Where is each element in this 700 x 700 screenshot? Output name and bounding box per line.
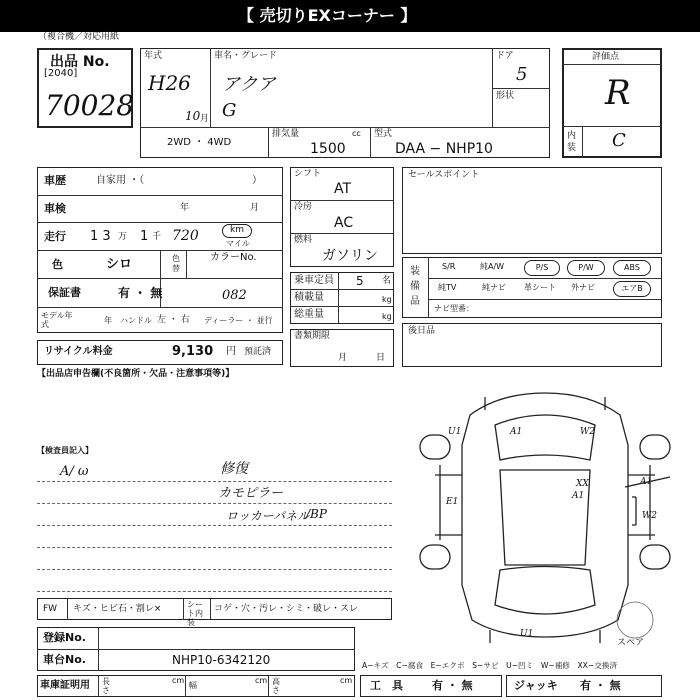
diagram-mark-8: E1: [446, 497, 459, 507]
recycle-status: 預託済: [244, 347, 272, 357]
model-label: 型式: [374, 129, 393, 139]
height-label: 高さ: [272, 677, 280, 695]
sales-point-label: セールスポイント: [408, 170, 480, 180]
ac-label: 冷房: [294, 202, 313, 212]
tools-label: 工 具: [370, 679, 403, 692]
unit-mile: マイル: [226, 239, 250, 248]
diagram-mark-6: A1: [640, 477, 653, 487]
equip-pw: P/W: [567, 260, 605, 276]
inspection-label: 車検: [44, 202, 66, 215]
diagram-mark-9: U1: [520, 629, 534, 639]
lot-code: [2040]: [44, 68, 78, 79]
equip-leather: 革シート: [524, 283, 556, 292]
inspector-note-2: 修復: [220, 461, 248, 477]
inspector-note-1: A/ ω: [60, 464, 89, 479]
sales-point-box: [402, 167, 662, 254]
year-label: 年式: [144, 51, 163, 61]
fw-label: FW: [43, 604, 58, 614]
car-label: 車名・グレード: [214, 51, 278, 61]
width-unit: cm: [255, 676, 268, 685]
length-unit: cm: [172, 676, 185, 685]
diagram-mark-2: A1: [510, 427, 523, 437]
fuel-value: ガソリン: [322, 248, 378, 264]
shift-label: シフト: [294, 169, 322, 179]
unit-km: km: [230, 225, 244, 235]
mileage-sen-unit: 千: [152, 232, 162, 242]
load-unit: kg: [382, 295, 392, 304]
handle-value: 左 ・ 右: [157, 315, 190, 325]
mileage-man: 1 3: [90, 229, 111, 244]
interior-label: 内装: [567, 131, 577, 153]
handle-label: ハンドル: [120, 316, 152, 325]
notes-title: 【出品店申告欄(不良箇所・欠品・注意事項等)】: [37, 369, 235, 379]
equip-navi: 純ナビ: [482, 283, 506, 292]
doors-value: 5: [516, 64, 528, 85]
after-date-label: 後日品: [408, 326, 436, 336]
rating-value: R: [605, 73, 631, 113]
equip-sr: S/R: [442, 262, 456, 271]
diagram-mark-5: A1: [572, 491, 585, 501]
lot-label: 出品 No.: [50, 54, 110, 70]
weight-unit: kg: [382, 312, 392, 321]
year-month-value: 10: [185, 109, 201, 123]
docs-label: 書類期限: [294, 331, 331, 341]
inspector-note-3: カモピラー: [218, 486, 284, 501]
banner-title: 【 売切りEXコーナー 】: [238, 6, 417, 25]
load-label: 積載量: [294, 292, 324, 303]
doors-label: ドア: [496, 51, 514, 61]
drive-options: 2WD ・ 4WD: [167, 137, 232, 148]
rating-label: 評価点: [592, 52, 620, 62]
ac-value: AC: [334, 215, 354, 231]
width-label: 幅: [189, 681, 197, 690]
jack-value: 有 ・ 無: [580, 679, 621, 692]
inspection-year: 年: [180, 203, 190, 213]
warranty-label: 保証書: [48, 286, 81, 299]
inspector-title: 【検査員記入】: [37, 446, 93, 455]
year-era-value: H26: [148, 71, 191, 95]
color-change-label: 色替: [172, 254, 180, 273]
form-label: （複合機／対応用紙: [38, 32, 120, 42]
diagram-mark-4: XX: [576, 479, 589, 489]
chassis-value: NHP10-6342120: [172, 653, 271, 667]
docs-day: 日: [376, 353, 386, 363]
spare-label: スペア: [617, 638, 645, 648]
equip-ps: P/S: [524, 260, 560, 276]
fw-items: キズ・ヒビ石・割レ×: [73, 604, 162, 614]
navi-model-label: ナビ型番：: [434, 304, 474, 313]
shape-label: 形状: [496, 91, 515, 101]
displacement-unit: cc: [352, 129, 361, 138]
reg-history-close: ）: [252, 175, 262, 186]
shift-value: AT: [334, 181, 352, 197]
interior-value: C: [612, 130, 626, 151]
top-banner: [0, 0, 700, 32]
seats-value: 5: [356, 274, 364, 288]
warranty-value: 有 ・ 無: [118, 286, 163, 300]
mileage-label: 走行: [44, 230, 66, 243]
jack-label: ジャッキ: [514, 679, 558, 692]
damage-legend: A−キズ C−腐食 E−エクボ S−サビ U−凹ミ W−補修 XX−交換済: [362, 661, 618, 670]
reg-no-label: 登録No.: [43, 631, 86, 644]
car-grade: G: [222, 100, 237, 121]
diagram-mark-3: W2: [580, 427, 595, 437]
diagram-mark-1: U1: [448, 427, 462, 437]
model-value: DAA − NHP10: [395, 141, 493, 157]
equip-abs: ABS: [613, 260, 651, 276]
height-unit: cm: [340, 676, 353, 685]
equip-airbag: エアB: [613, 281, 651, 297]
displacement-label: 排気量: [272, 129, 300, 139]
mileage-handwritten: 720: [172, 228, 199, 244]
reg-history-value: 自家用 ・（: [96, 175, 145, 186]
reg-history-label: 車歴: [44, 174, 66, 187]
mileage-man-unit: 万: [118, 232, 128, 242]
mileage-sen: 1: [140, 229, 149, 244]
seats-label: 乗車定員: [294, 275, 334, 286]
color-value: シロ: [106, 257, 133, 272]
weight-label: 総重量: [294, 309, 324, 320]
color-no-value: 082: [222, 288, 247, 303]
inspection-month: 月: [250, 203, 260, 213]
year-month-unit: 月: [200, 114, 210, 124]
recycle-unit: 円: [226, 346, 236, 357]
docs-unit: 月: [338, 353, 348, 363]
cert-label: 車庫証明用: [40, 680, 90, 691]
equip-alloy: 純A/W: [480, 262, 505, 271]
fuel-label: 燃料: [294, 235, 313, 245]
chassis-label: 車台No.: [43, 653, 86, 666]
equip-ext-navi: 外ナビ: [571, 283, 595, 292]
lot-number: 70028: [45, 89, 135, 122]
car-name: アクア: [222, 74, 276, 95]
tools-value: 有 ・ 無: [432, 679, 473, 692]
displacement-value: 1500: [310, 141, 346, 157]
color-label: 色: [52, 258, 63, 271]
seats-unit: 名: [382, 276, 392, 286]
diagram-mark-7: W2: [642, 511, 657, 521]
model-year-unit: 年: [104, 316, 112, 325]
recycle-label: リサイクル料金: [44, 346, 113, 357]
after-date-box: [402, 323, 662, 367]
recycle-value: 9,130: [172, 344, 214, 359]
color-no-label: カラーNo.: [210, 252, 257, 263]
inspector-note-5: /BP: [306, 507, 327, 521]
seat-items: コゲ・穴・汚レ・シミ・破レ・スレ: [214, 604, 359, 614]
length-label: 長さ: [102, 677, 110, 695]
model-year-label: モデル年式: [41, 311, 73, 329]
equipment-label: 装備品: [410, 266, 420, 307]
inspector-note-4: ロッカーパネル: [226, 509, 310, 523]
dealer-label: ディーラー ・ 並行: [204, 316, 273, 325]
seat-label: シート内装: [187, 600, 203, 627]
equip-tv: 純TV: [438, 283, 457, 292]
